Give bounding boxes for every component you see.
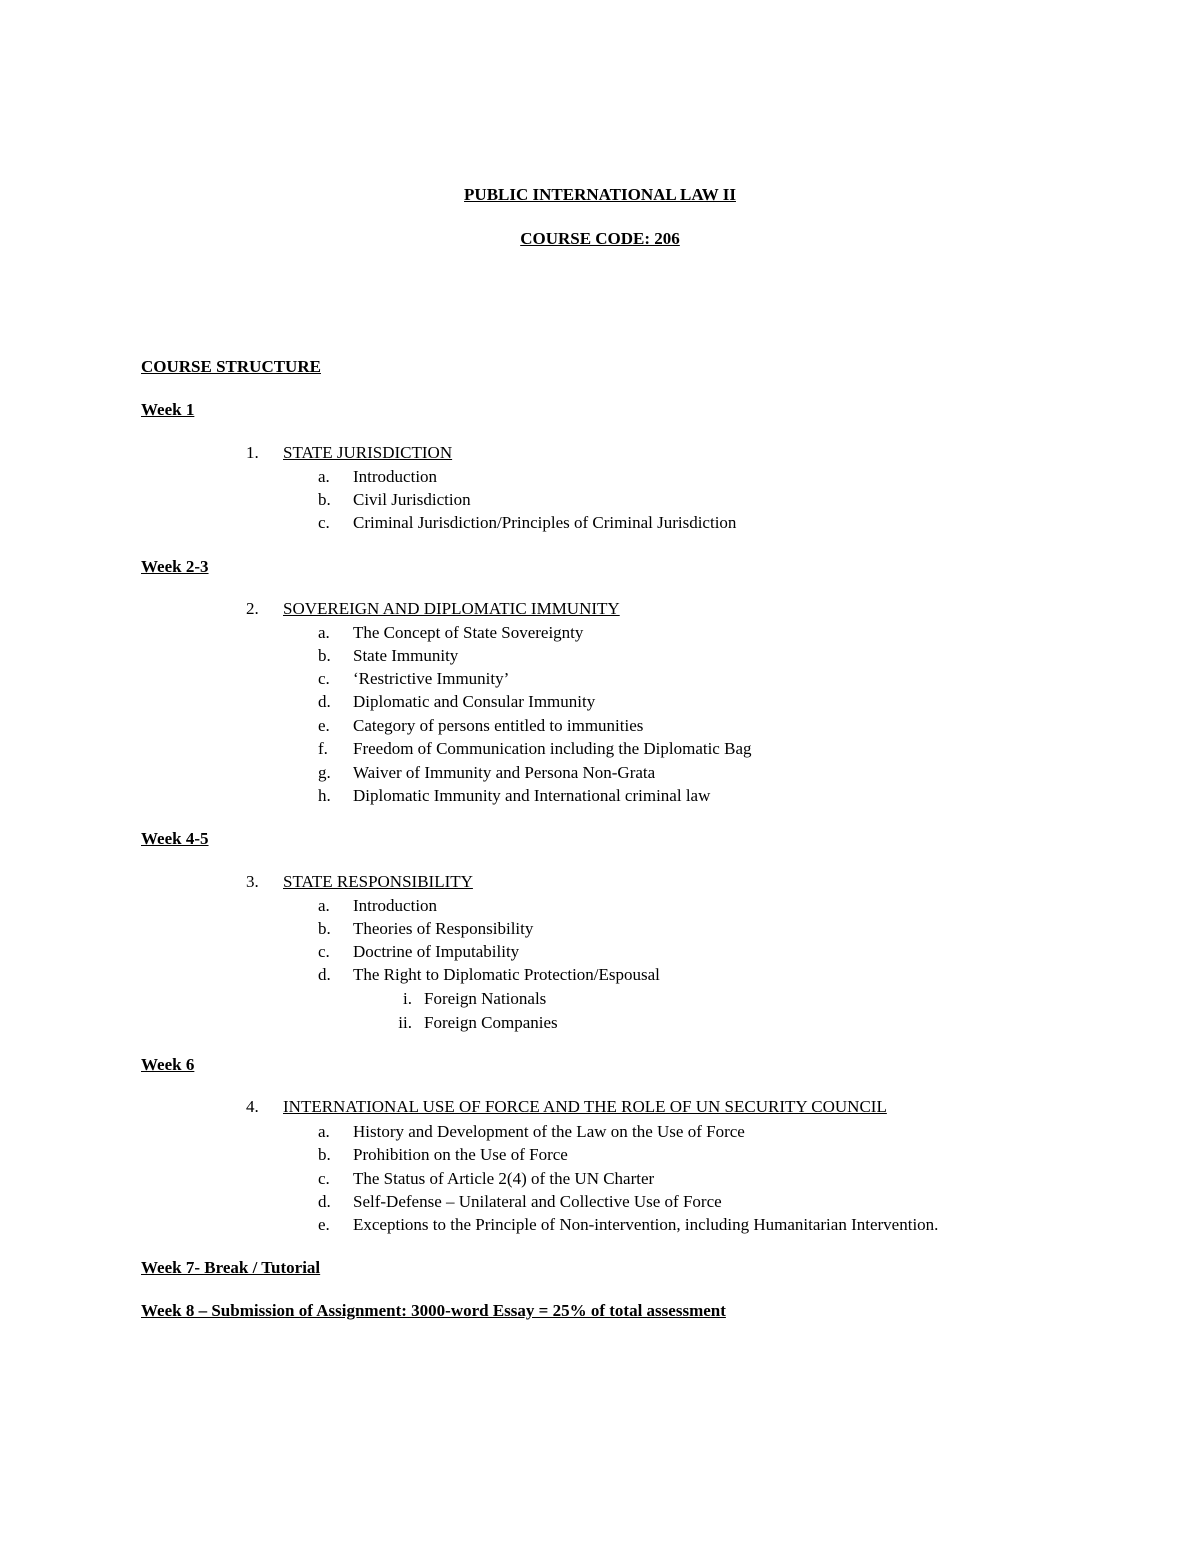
document-title: PUBLIC INTERNATIONAL LAW II	[464, 185, 736, 204]
list-item-text: Foreign Companies	[424, 1013, 558, 1032]
list-marker: g.	[318, 763, 331, 782]
section-title: SOVEREIGN AND DIPLOMATIC IMMUNITY	[283, 599, 620, 618]
week-heading: Week 1	[141, 400, 195, 419]
list-marker: ii.	[398, 1013, 412, 1032]
list-marker: b.	[318, 1145, 331, 1164]
list-marker: e.	[318, 716, 330, 735]
section-title: STATE RESPONSIBILITY	[283, 872, 473, 891]
list-marker: c.	[318, 942, 330, 961]
list-item-text: The Right to Diplomatic Protection/Espousal	[353, 965, 660, 984]
list-item-text: Introduction	[353, 896, 438, 915]
list-marker: d.	[318, 965, 331, 984]
list-item-text: Prohibition on the Use of Force	[353, 1145, 568, 1164]
list-item-text: ‘Restrictive Immunity’	[353, 669, 510, 688]
list-item-text: Doctrine of Imputability	[353, 942, 520, 961]
list-marker: i.	[403, 989, 412, 1008]
list-marker: a.	[318, 623, 330, 642]
section-title: STATE JURISDICTION	[283, 443, 453, 462]
list-item-text: History and Development of the Law on the Use of Force	[353, 1122, 745, 1141]
section-number: 3.	[246, 872, 259, 891]
course-structure-heading: COURSE STRUCTURE	[141, 357, 321, 376]
list-item-text: Category of persons entitled to immunities	[353, 716, 644, 735]
list-marker: b.	[318, 490, 331, 509]
list-marker: c.	[318, 1169, 330, 1188]
list-item-text: The Concept of State Sovereignty	[353, 623, 584, 642]
list-item-text: Diplomatic and Consular Immunity	[353, 692, 596, 711]
list-item-text: State Immunity	[353, 646, 459, 665]
list-item-text: Introduction	[353, 467, 438, 486]
list-marker: a.	[318, 1122, 330, 1141]
list-item-text: Self-Defense – Unilateral and Collective Use of Force	[353, 1192, 722, 1211]
list-marker: b.	[318, 919, 331, 938]
week-heading: Week 6	[141, 1055, 195, 1074]
list-marker: c.	[318, 513, 330, 532]
section-number: 4.	[246, 1097, 259, 1116]
list-marker: a.	[318, 896, 330, 915]
week-8-heading: Week 8 – Submission of Assignment: 3000-word Essay = 25% of total assessment	[141, 1301, 726, 1320]
week-heading: Week 4-5	[141, 829, 209, 848]
course-code: COURSE CODE: 206	[520, 229, 680, 248]
list-item-text: Exceptions to the Principle of Non-intervention, including Humanitarian Intervention.	[353, 1215, 939, 1234]
list-marker: e.	[318, 1215, 330, 1234]
section-number: 2.	[246, 599, 259, 618]
list-marker: d.	[318, 692, 331, 711]
list-item-text: Foreign Nationals	[424, 989, 547, 1008]
list-marker: c.	[318, 669, 330, 688]
list-marker: d.	[318, 1192, 331, 1211]
list-marker: b.	[318, 646, 331, 665]
section-title: INTERNATIONAL USE OF FORCE AND THE ROLE OF UN SECURITY COUNCIL	[283, 1097, 887, 1116]
list-item-text: The Status of Article 2(4) of the UN Charter	[353, 1169, 655, 1188]
week-heading: Week 2-3	[141, 557, 209, 576]
list-item-text: Civil Jurisdiction	[353, 490, 471, 509]
list-marker: f.	[318, 739, 328, 758]
list-item-text: Criminal Jurisdiction/Principles of Criminal Jurisdiction	[353, 513, 737, 532]
section-number: 1.	[246, 443, 259, 462]
list-item-text: Diplomatic Immunity and International criminal law	[353, 786, 711, 805]
list-item-text: Freedom of Communication including the Diplomatic Bag	[353, 739, 752, 758]
list-item-text: Theories of Responsibility	[353, 919, 534, 938]
list-marker: h.	[318, 786, 331, 805]
week-7-heading: Week 7- Break / Tutorial	[141, 1258, 321, 1277]
list-item-text: Waiver of Immunity and Persona Non-Grata	[353, 763, 656, 782]
list-marker: a.	[318, 467, 330, 486]
